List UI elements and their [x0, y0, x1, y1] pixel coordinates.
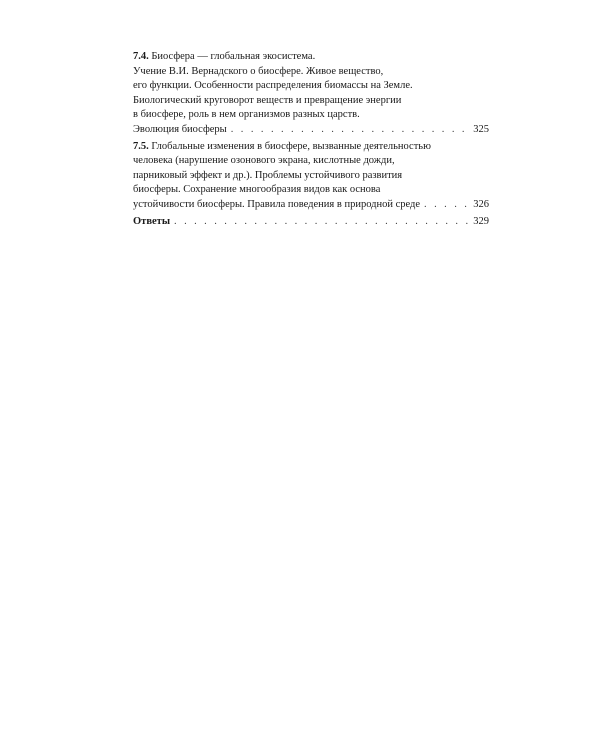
section-text-line: в биосфере, роль в нем организмов разных царств. [133, 109, 360, 121]
section-title: Биосфера — глобальная экосистема. [151, 51, 316, 62]
toc-entry-7-5[interactable] [133, 140, 489, 213]
section-text-line: устойчивости биосферы. Правила поведения в природной среде [133, 198, 421, 210]
section-text-line: человека (нарушение озонового экрана, кислотные дожди, [133, 155, 395, 167]
page-number: 326 [473, 198, 489, 210]
toc-entry-last-line [133, 123, 489, 138]
toc-entry-first-line [133, 50, 489, 65]
dot-leader [174, 215, 470, 230]
section-text-line: его функции. Особенности распределения биомассы на Земле. [133, 80, 413, 92]
section-text-line: Биологический круговорот веществ и превращение энергии [133, 94, 402, 106]
table-of-contents [133, 50, 489, 231]
dot-leader [424, 198, 470, 213]
section-number: 7.4. [133, 51, 149, 62]
section-text-line: Учение В.И. Вернадского о биосфере. Живое вещество, [133, 65, 384, 77]
section-title: Глобальные изменения в биосфере, вызванные деятельностью [151, 140, 431, 152]
toc-entry-last-line [133, 198, 489, 213]
dot-leader [231, 123, 471, 138]
section-text-line: Эволюция биосферы [133, 123, 227, 135]
section-text-line: парниковый эффект и др.). Проблемы устойчивого развития [133, 169, 403, 181]
answers-label: Ответы [133, 215, 171, 227]
section-text-line: биосферы. Сохранение многообразия видов как основа [133, 184, 381, 196]
toc-entry-last-line [133, 215, 489, 230]
page-number: 325 [473, 123, 489, 135]
toc-entry-answers[interactable] [133, 215, 489, 230]
toc-entry-7-4[interactable] [133, 50, 489, 138]
section-number: 7.5. [133, 140, 149, 152]
toc-entry-first-line [133, 140, 489, 155]
page-number: 329 [473, 215, 489, 227]
